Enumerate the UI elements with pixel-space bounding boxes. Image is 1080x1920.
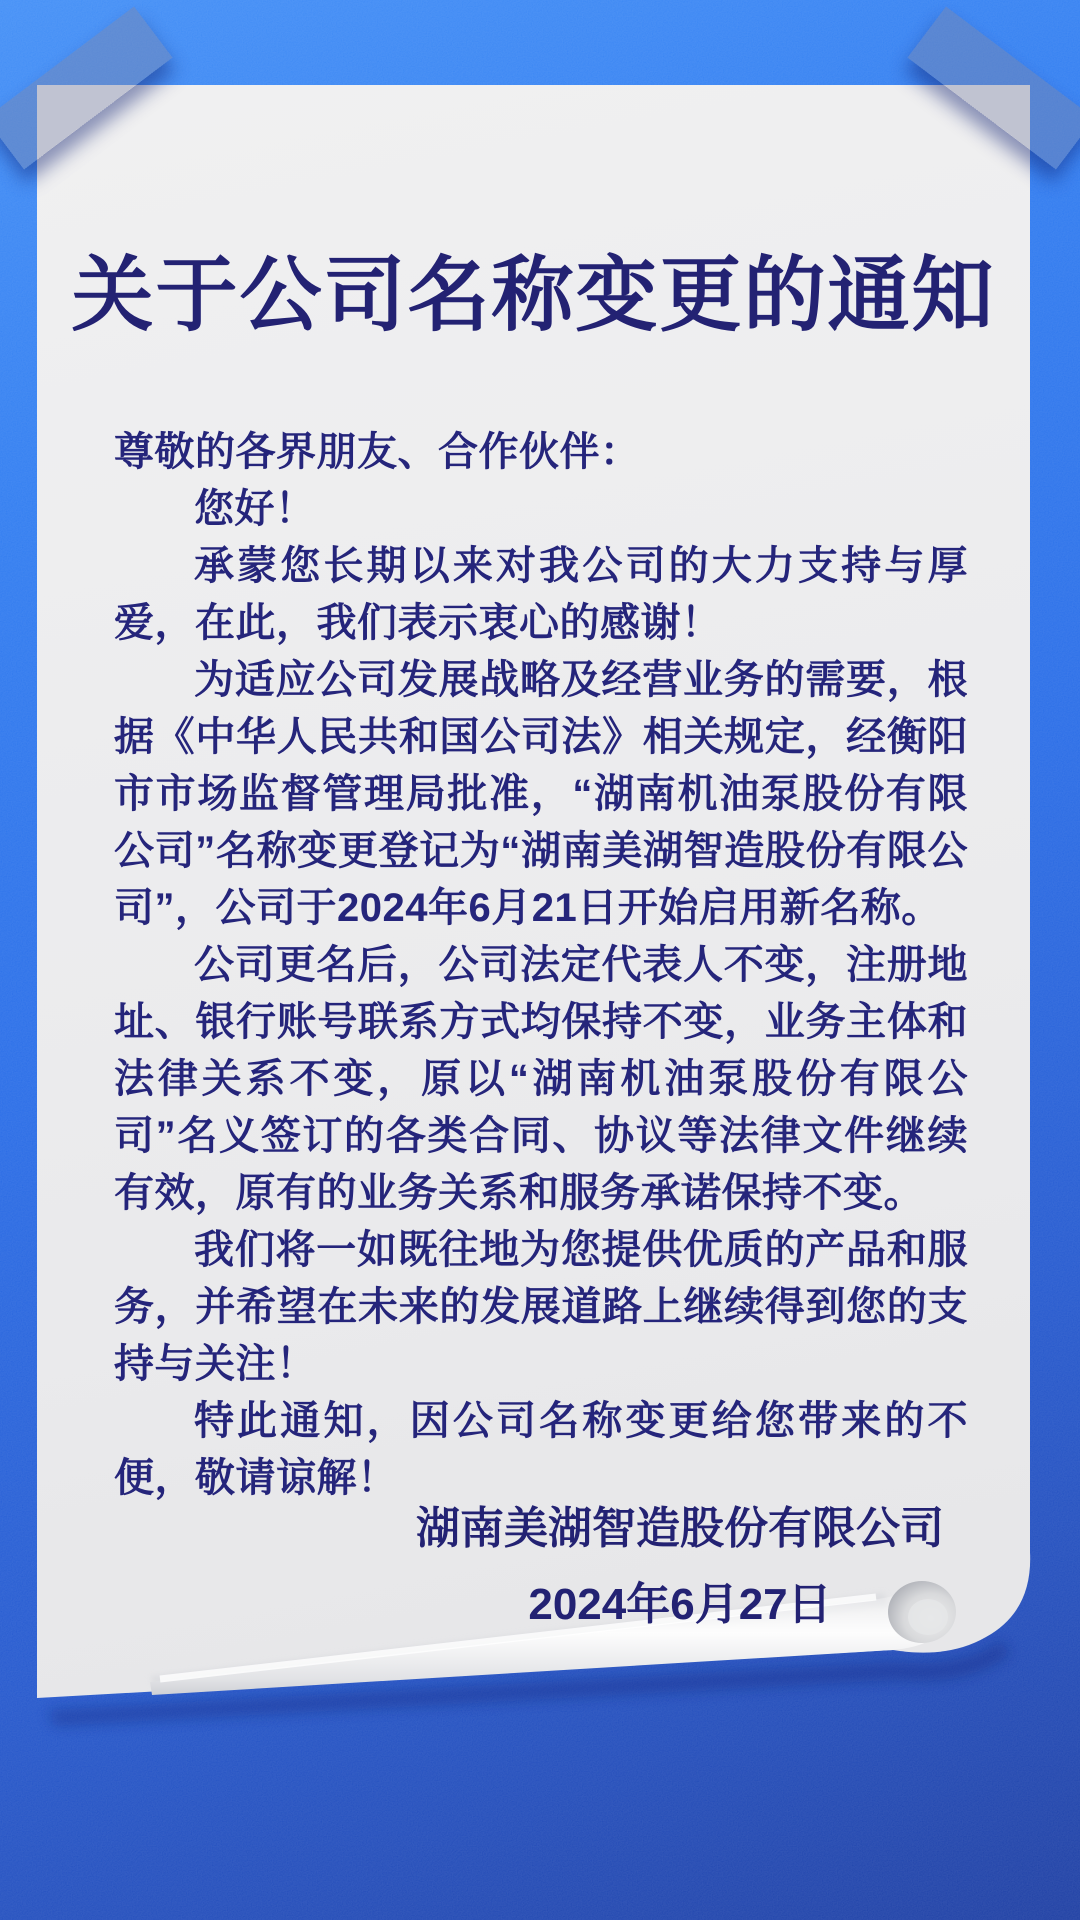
- paragraph: 承蒙您长期以来对我公司的大力支持与厚爱，在此，我们表示衷心的感谢！: [114, 544, 968, 645]
- notice-body: [114, 424, 968, 1507]
- salutation: 尊敬的各界朋友、合作伙伴：: [114, 430, 641, 474]
- signature-date: 2024年6月27日: [528, 1580, 832, 1629]
- signature-company: 湖南美湖智造股份有限公司: [416, 1504, 944, 1553]
- paragraph: 您好！: [194, 487, 316, 531]
- signature-block: [400, 1498, 960, 1636]
- paragraph: 为适应公司发展战略及经营业务的需要，根据《中华人民共和国公司法》相关规定，经衡阳市市场监督管理局批准，“湖南机油泵股份有限公司”名称变更登记为“湖南美湖智造股份有限公司”，公司于2024年6月21日开始启用新名称。: [114, 658, 968, 930]
- notice-title: 关于公司名称变更的通知: [71, 250, 996, 341]
- paragraph: 特此通知，因公司名称变更给您带来的不便，敬请谅解！: [114, 1399, 968, 1500]
- paragraph: 公司更名后，公司法定代表人不变，注册地址、银行账号联系方式均保持不变，业务主体和法律关系不变，原以“湖南机油泵股份有限公司”名义签订的各类合同、协议等法律文件继续有效，原有的业务关系和服务承诺保持不变。: [114, 943, 968, 1215]
- paragraph: 我们将一如既往地为您提供优质的产品和服务，并希望在未来的发展道路上继续得到您的支持与关注！: [114, 1228, 968, 1386]
